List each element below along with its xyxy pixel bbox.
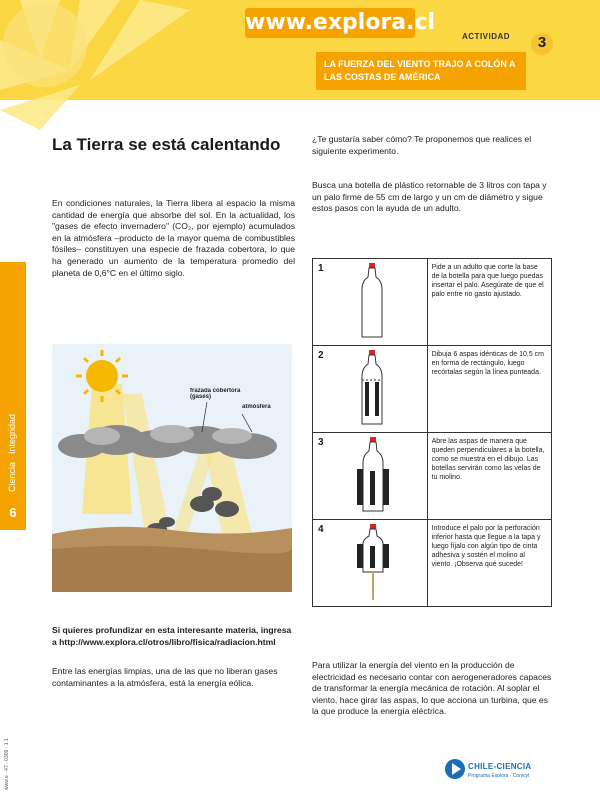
step-cell — [313, 520, 428, 607]
more-info-link[interactable]: Si quieres profundizar en esta interesante materia, ingresa a http://www.explora.cl/otros/libro/fisica/radiacion.html — [52, 625, 292, 647]
side-section-label: Ciencia · Integridad — [7, 413, 17, 492]
step-text: Introduce el palo por la perforación inferior hasta que llegue a la tapa y luego fíjalo con algún tipo de cinta adhesiva y sostén el molino al viento. ¡Observa qué sucede! — [427, 520, 551, 607]
site-url-badge[interactable]: www.explora.cl — [245, 8, 415, 38]
logo-subtext: Programa Explora · Conicyt — [468, 773, 530, 779]
outro-paragraph: Entre las energías limpias, una de las que no liberan gases contaminantes a la atmósfera, está la energía eólica. — [52, 666, 278, 688]
step-text: Pide a un adulto que corte la base de la botella para que luego puedas insertar el palo. Asegúrate de que el palo entre no gasto ajustado. — [427, 259, 551, 346]
side-code — [4, 600, 18, 790]
step-number: 1 — [318, 263, 324, 274]
step-text: Abre las aspas de manera que queden perpendiculares a la botella, como se muestra en el dibujo. Las botellas servirán como las velas de tu molino. — [427, 433, 551, 520]
page-number: 6 — [9, 505, 17, 520]
step-row — [313, 346, 552, 433]
bottle-open-icon — [355, 437, 391, 513]
step-cell — [313, 346, 428, 433]
activity-label: ACTIVIDAD — [462, 32, 511, 41]
bottle-icon — [361, 263, 383, 339]
steps-table — [312, 258, 552, 607]
step-number: 2 — [318, 350, 324, 361]
step-text: Dibuja 6 aspas idénticas de 10,5 cm en forma de rectángulo, luego recórtalas según la línea punteada. — [427, 346, 551, 433]
step-row — [313, 259, 552, 346]
step-number: 4 — [318, 524, 324, 535]
step-number: 3 — [318, 437, 324, 448]
wind-energy-paragraph: Para utilizar la energía del viento en la producción de electricidad es necesario contar con aerogeneradores capaces de transformar la energía mecánica de rotación. Al soplar el viento, hace girar las aspas, lo que acciona un turbina, que es la que produce la energía eléctrica. — [312, 660, 552, 716]
side-section — [0, 262, 26, 492]
activity-number: 3 — [537, 34, 547, 51]
logo-text: CHILE-CIENCIA — [468, 762, 532, 771]
windmill-icon — [355, 524, 391, 600]
label-blanket: frazada cobertora (gases) — [190, 388, 241, 400]
activity-title: LA FUERZA DEL VIENTO TRAJO A COLÓN A LAS COSTAS DE AMÉRICA — [316, 52, 526, 90]
step-cell — [313, 259, 428, 346]
materials-paragraph: Busca una botella de plástico retornable de 3 litros con tapa y un palo firme de 55 cm de largo y un cm de diámetro y sigue estos pasos con la ayuda de un adulto. — [312, 180, 547, 213]
step-row — [313, 433, 552, 520]
experiment-intro: ¿Te gustaría saber cómo? Te proponemos que realices el siguiente experimento. — [312, 134, 532, 156]
step-cell — [313, 433, 428, 520]
bottle-marked-icon — [361, 350, 383, 426]
sun-icon — [0, 0, 210, 130]
intro-paragraph: En condiciones naturales, la Tierra libera al espacio la misma cantidad de energía que absorbe del sol. En la actualidad, los "gases de efecto invernadero" (CO₂, por ejemplo) acumulados en la atmósfera –producto de la mayor quema de combustibles fósiles– constituyen una especie de frazada cobertora, lo que ha generado un aumento de la temperatura promedio del planeta de 0,6°C en el último siglo. — [52, 198, 295, 278]
logo-icon — [444, 758, 466, 780]
label-atmosphere: atmósfera — [242, 404, 271, 410]
step-row — [313, 520, 552, 607]
page-title: La Tierra se está calentando — [52, 135, 281, 154]
greenhouse-illustration — [52, 344, 292, 592]
side-code-label: www.e · 47 · 0309 · 1 1 — [4, 738, 10, 790]
